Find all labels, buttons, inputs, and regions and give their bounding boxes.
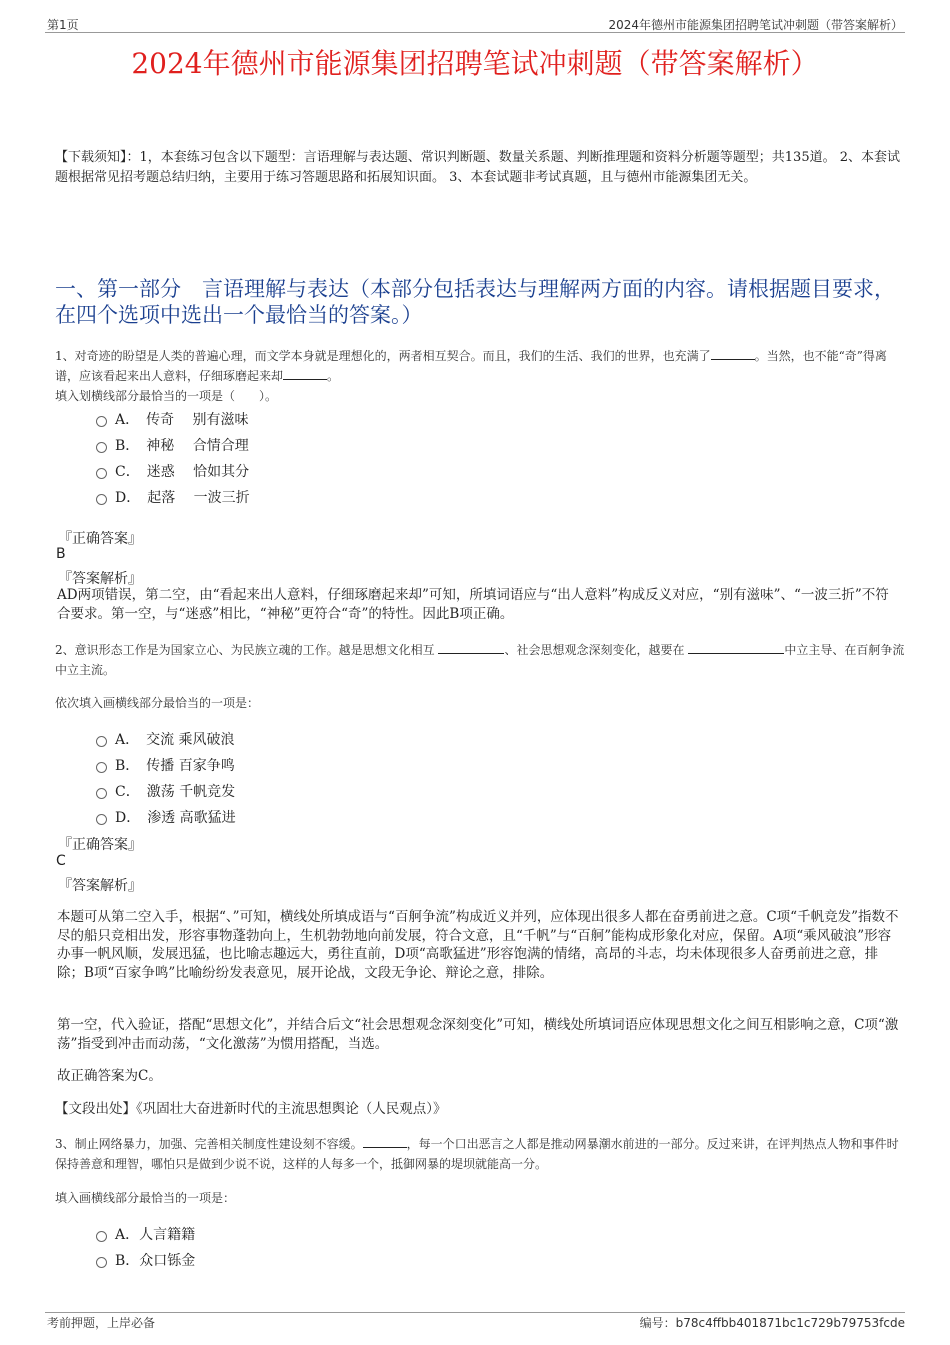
code-label: 编号：	[639, 1316, 676, 1330]
radio-icon[interactable]	[96, 468, 107, 479]
q2-analysis-1: 本题可从第二空入手，根据“、”可知，横线处所填成语与“百舸争流”构成近义并列，应体现出很多人都在奋勇前进之意。C项“千帆竞发”指数不尽的船只竞相出发，形容事物蓬勃向上，生机勃勃地向前发展，符合文意，且“千帆”与“百舸”能构成形象化对应，保留。A项“乘风破浪”形容办事一帆风顺，发展迅猛，也比喻志趣远大，勇往直前，D项“高歌猛进”形容饱满的情绪，高昂的斗志，均未体现很多人奋勇前进之意，排除；B项“百家争鸣”比喻纷纷发表意见，展开论战，文段无争论、辩论之意，排除。	[57, 909, 899, 981]
radio-icon[interactable]	[96, 736, 107, 747]
option-label: B． 神秘 合情合理	[115, 438, 249, 454]
q2-answer-label: 『正确答案』	[58, 837, 142, 853]
q2-analysis-2: 第一空，代入验证，搭配“思想文化”，并结合后文“社会思想观念深刻变化”可知，横线处所填词语应体现思想文化之间互相影响之意，C项“激荡”指受到冲击而动荡，“文化激荡”为惯用搭配，当选。	[57, 1017, 899, 1052]
q1-answer: B	[56, 546, 66, 562]
option-label: B． 传播 百家争鸣	[115, 758, 235, 774]
option-label: A．人言籍籍	[115, 1227, 196, 1243]
footer-code	[640, 1314, 905, 1331]
q1-analysis-label: 『答案解析』	[58, 571, 142, 587]
option-label: D． 起落 一波三折	[115, 490, 250, 506]
section-heading: 一、第一部分 言语理解与表达（本部分包括表达与理解两方面的内容。请根据题目要求，在四个选项中选出一个最恰当的答案。）	[55, 277, 895, 327]
q2-text: 、社会思想观念深刻变化，越要在	[504, 643, 685, 657]
q1-stem	[55, 346, 905, 386]
q2-analysis-label: 『答案解析』	[58, 878, 142, 894]
q2-conclusion: 故正确答案为C。	[57, 1068, 162, 1084]
option-label: A． 传奇 别有滋味	[115, 412, 249, 428]
radio-icon[interactable]	[96, 494, 107, 505]
q2-prompt: 依次填入画横线部分最恰当的一项是：	[55, 696, 260, 710]
option-label: A． 交流 乘风破浪	[115, 732, 235, 748]
document-title: 2024年德州市能源集团招聘笔试冲刺题（带答案解析）	[131, 47, 819, 80]
q2-text: 中立主导、在百舸争流中立主流。	[55, 643, 905, 677]
q1-prompt: 填入划横线部分最恰当的一项是（ ）。	[55, 389, 278, 403]
page-number: 第1页	[47, 18, 79, 32]
q1-text: 1、对奇迹的盼望是人类的普遍心理，而文学本身就是理想化的，两者相互契合。而且，我们的生活、我们的世界，也充满了	[55, 349, 711, 363]
q2-option-d[interactable]	[96, 807, 236, 827]
download-notice: 【下载须知】：1，本套练习包含以下题型：言语理解与表达题、常识判断题、数量关系题、判断推理题和资料分析题等题型；共135道。 2、本套试题根据常见招考题总结归纳，主要用于练习答题思路和拓展知识面。 3、本套试题非考试真题，且与德州市能源集团无关。	[55, 150, 900, 185]
q2-option-c[interactable]	[96, 781, 235, 801]
q3-option-b[interactable]	[96, 1250, 195, 1270]
radio-icon[interactable]	[96, 814, 107, 825]
q2-text: 2、意识形态工作是为国家立心、为民族立魂的工作。越是思想文化相互	[55, 643, 435, 657]
q3-text: 3、制止网络暴力，加强、完善相关制度性建设刻不容缓。	[55, 1137, 363, 1151]
q1-analysis: AD两项错误，第二空，由“看起来出人意料，仔细琢磨起来却”可知，所填词语应与“出人意料”构成反义对应，“别有滋味”、“一波三折”不符合要求。第一空，与“迷惑”相比，“神秘”更符合“奇”的特性。因此B项正确。	[57, 587, 889, 622]
q1-text: 。	[327, 369, 340, 383]
blank	[711, 359, 755, 360]
radio-icon[interactable]	[96, 762, 107, 773]
header-doc-title: 2024年德州市能源集团招聘笔试冲刺题（带答案解析）	[608, 18, 903, 32]
code-value: b78c4ffbb401871bc1c729b79753fcde	[675, 1316, 905, 1330]
q2-option-b[interactable]	[96, 755, 235, 775]
q1-option-b[interactable]	[96, 435, 249, 455]
option-label: D． 渗透 高歌猛进	[115, 810, 236, 826]
q3-prompt: 填入画横线部分最恰当的一项是：	[55, 1191, 236, 1205]
q3-stem	[55, 1134, 905, 1174]
radio-icon[interactable]	[96, 788, 107, 799]
blank	[438, 653, 504, 654]
header-rule	[45, 32, 905, 33]
footer-slogan: 考前押题，上岸必备	[47, 1316, 156, 1330]
option-label: C． 迷惑 恰如其分	[115, 464, 250, 480]
q1-option-d[interactable]	[96, 487, 250, 507]
option-label: C． 激荡 千帆竞发	[115, 784, 236, 800]
q2-stem	[55, 640, 905, 680]
radio-icon[interactable]	[96, 1257, 107, 1268]
q1-option-a[interactable]	[96, 409, 249, 429]
q1-text: 。当然，也不能“奇”得离谱，应该看起来出人意料，仔细琢磨起来却	[55, 349, 887, 383]
option-label: B．众口铄金	[115, 1253, 196, 1269]
q2-answer: C	[56, 853, 66, 869]
blank	[363, 1147, 407, 1148]
q3-text: ，每一个口出恶言之人都是推动网暴潮水前进的一部分。反过来讲，在评判热点人物和事件时保持善意和理智，哪怕只是做到少说不说，这样的人每多一个，抵御网暴的堤坝就能高一分。	[55, 1137, 899, 1171]
q3-option-a[interactable]	[96, 1224, 195, 1244]
radio-icon[interactable]	[96, 442, 107, 453]
radio-icon[interactable]	[96, 1231, 107, 1242]
blank	[283, 379, 327, 380]
blank	[688, 653, 784, 654]
radio-icon[interactable]	[96, 416, 107, 427]
q2-option-a[interactable]	[96, 729, 235, 749]
q1-answer-label: 『正确答案』	[58, 531, 142, 547]
footer-rule	[45, 1312, 905, 1313]
q1-option-c[interactable]	[96, 461, 249, 481]
q2-source: 【文段出处】《巩固壮大奋进新时代的主流思想舆论（人民观点）》	[55, 1101, 447, 1117]
